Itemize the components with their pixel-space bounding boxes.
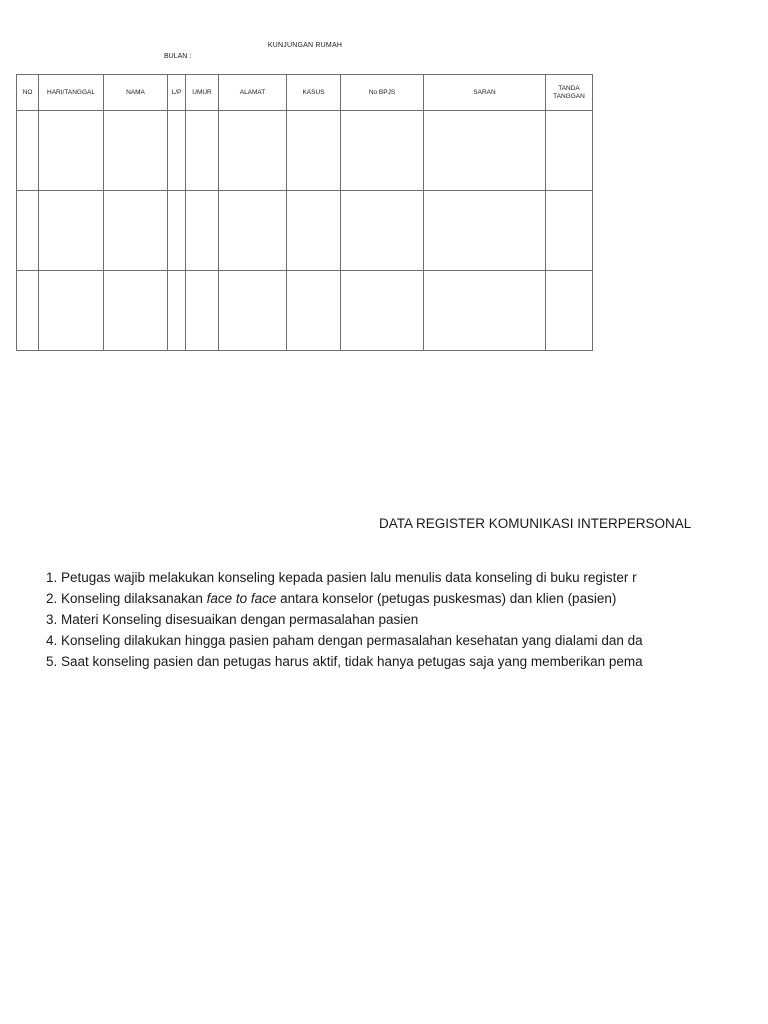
table-cell (104, 271, 168, 351)
table-cell (546, 191, 593, 271)
register-table (16, 74, 593, 351)
instruction-item (46, 630, 693, 651)
table-cell (17, 271, 39, 351)
form-heading: DATA REGISTER KOMUNIKASI INTERPERSONAL (379, 516, 692, 531)
instruction-item (46, 567, 693, 588)
instruction-text: 3. Materi Konseling disesuaikan dengan permasalahan pasien (46, 612, 419, 627)
table-cell (341, 111, 424, 191)
instruction-item (46, 588, 693, 609)
table-cell (168, 111, 186, 191)
table-cell (39, 271, 104, 351)
month-label: BULAN : (164, 53, 192, 60)
table-cell (168, 191, 186, 271)
table-cell (341, 271, 424, 351)
table-cell (186, 191, 219, 271)
column-header-no: NO (17, 75, 39, 111)
table-row (17, 191, 593, 271)
table-cell (17, 111, 39, 191)
instruction-text: 2. Konseling dilaksanakan (46, 591, 207, 606)
column-header-sex: L/P (168, 75, 186, 111)
column-header-age: UMUR (186, 75, 219, 111)
instruction-text: 4. Konseling dilakukan hingga pasien paham dengan permasalahan kesehatan yang dialami dan da (46, 633, 643, 648)
column-header-address: ALAMAT (219, 75, 287, 111)
instruction-emphasis: face to face (206, 591, 277, 606)
column-header-date: HARI/TANGGAL (39, 75, 104, 111)
table-cell (424, 111, 546, 191)
table-cell (39, 111, 104, 191)
column-header-bpjs: No BPJS (341, 75, 424, 111)
table-row (17, 271, 593, 351)
table-cell (424, 271, 546, 351)
table-cell (546, 111, 593, 191)
page-title: KUNJUNGAN RUMAH (267, 42, 343, 49)
table-cell (341, 191, 424, 271)
table-cell (219, 271, 287, 351)
table-cell (168, 271, 186, 351)
table-cell (186, 111, 219, 191)
instruction-text: 1. Petugas wajib melakukan konseling kepada pasien lalu menulis data konseling di buku register r (46, 570, 637, 585)
column-header-name: NAMA (104, 75, 168, 111)
column-header-case: KASUS (287, 75, 341, 111)
instruction-text: 5. Saat konseling pasien dan petugas harus aktif, tidak hanya petugas saja yang memberikan pema (46, 654, 643, 669)
table-cell (39, 191, 104, 271)
instruction-text-tail: antara konselor (petugas puskesmas) dan klien (pasien) (276, 591, 617, 606)
table-cell (17, 191, 39, 271)
column-header-signature: TANDA TANGGAN (546, 75, 593, 111)
table-header-row (17, 75, 593, 111)
table-cell (546, 271, 593, 351)
column-header-advice: SARAN (424, 75, 546, 111)
instruction-item (46, 651, 693, 672)
table-cell (287, 191, 341, 271)
table-cell (287, 111, 341, 191)
table-cell (186, 271, 219, 351)
instruction-item (46, 609, 693, 630)
table-row (17, 111, 593, 191)
table-cell (219, 111, 287, 191)
table-cell (287, 271, 341, 351)
table-cell (219, 191, 287, 271)
instruction-list (46, 567, 693, 672)
table-cell (104, 191, 168, 271)
table-cell (104, 111, 168, 191)
table-cell (424, 191, 546, 271)
